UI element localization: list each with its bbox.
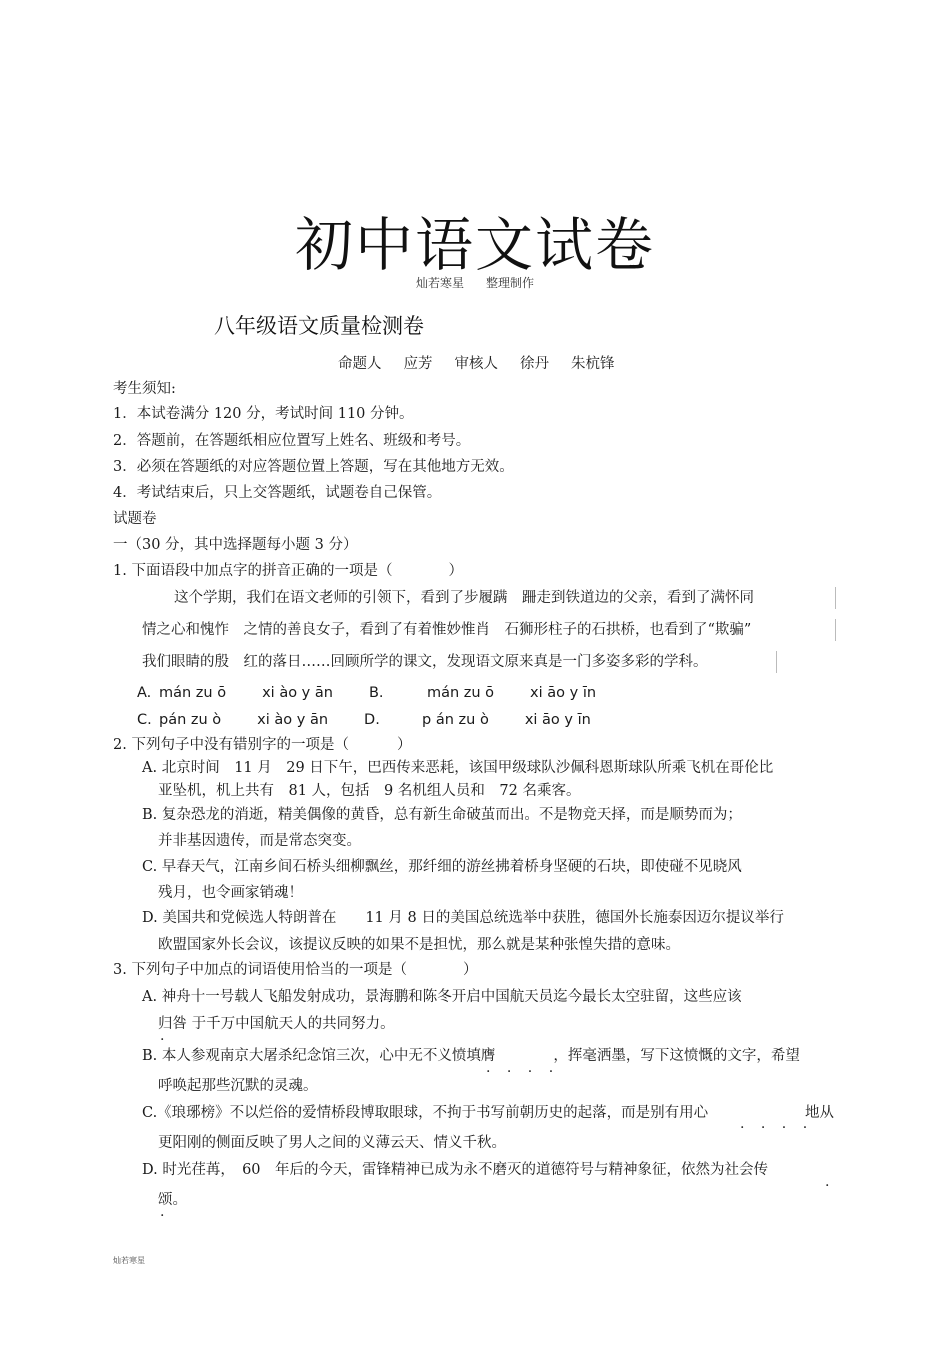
- q1-passage-line: 我们眼睛的殷 红的落日……回顾所学的课文，发现语文原来真是一门多姿多彩的学科。: [142, 654, 708, 670]
- option-pinyin: xi ào y ān: [262, 685, 333, 701]
- q3-option-line: 归咎 于千万中国航天人的共同努力。: [158, 1016, 395, 1032]
- exam-subtitle: 八年级语文质量检测卷: [214, 314, 424, 338]
- reviewer-name: 朱杭锋: [571, 356, 615, 372]
- reviewer-name: 徐丹: [520, 356, 549, 372]
- q3-option-line: 更阳刚的侧面反映了男人之间的义薄云天、情义千秋。: [158, 1135, 506, 1151]
- table-rule: [835, 619, 836, 641]
- option-pinyin: xi āo y īn: [524, 712, 591, 728]
- notice-item: 4．考试结束后，只上交答题纸，试题卷自己保管。: [113, 485, 442, 501]
- section-heading: 一（30 分，其中选择题每小题 3 分）: [113, 537, 358, 553]
- table-rule: [776, 651, 777, 673]
- bracket-close: ）: [448, 563, 463, 579]
- q2-option-line: D. 美国共和党候选人特朗普在 11 月 8 日的美国总统选举中获胜，德国外长施泰因迈尔提议举行: [142, 910, 784, 926]
- q1-passage-line: 情之心和愧怍 之情的善良女子，看到了有着惟妙惟肖 石狮形柱子的石拱桥，也看到了“欺骗”: [142, 622, 752, 638]
- q2-option-line: B. 复杂恐龙的消逝，精美偶像的黄昏，总有新生命破茧而出。不是物竞天择，而是顺势而为；: [142, 807, 742, 823]
- exam-makers: [338, 352, 615, 373]
- page-footer: 灿若寒星: [113, 1256, 145, 1265]
- notice-item: 3．必须在答题纸的对应答题位置上答题，写在其他地方无效。: [113, 459, 514, 475]
- q3-option-line-tail: 地从: [805, 1105, 834, 1121]
- credit-action: 整理制作: [486, 276, 535, 290]
- bracket-close: ）: [396, 737, 412, 753]
- option-label: C.: [137, 712, 152, 728]
- question-1-stem: [113, 561, 463, 581]
- notice-heading: 考生须知:: [113, 381, 176, 397]
- makers-label: 命题人: [338, 356, 382, 372]
- q3-option-line: 呼唤起那些沉默的灵魂。: [158, 1078, 318, 1094]
- emphasis-dots: .: [160, 1204, 171, 1220]
- reviewers-label: 审核人: [454, 356, 498, 372]
- question-stem-text: 2. 下列句子中没有错别字的一项是（: [113, 737, 349, 753]
- document-title: 初中语文试卷: [294, 211, 655, 279]
- option-pinyin: p án zu ò: [422, 712, 489, 728]
- option-label: B.: [368, 685, 384, 701]
- option-pinyin: mán zu ō: [426, 685, 495, 701]
- emphasis-dots: .: [160, 1028, 171, 1044]
- option-label: D.: [364, 712, 380, 728]
- q1-options-row: [137, 683, 596, 703]
- q2-option-line: 并非基因遗传，而是常态突变。: [158, 833, 361, 849]
- emphasis-dots: . . . .: [486, 1060, 560, 1076]
- option-pinyin: pán zu ò: [159, 712, 222, 728]
- notice-item: 2．答题前，在答题纸相应位置写上姓名、班级和考号。: [113, 433, 471, 449]
- credit-line: [0, 274, 950, 291]
- table-rule: [835, 587, 836, 609]
- q3-option-line: D. 时光荏苒， 60 年后的今天，雷锋精神已成为永不磨灭的道德符号与精神象征，依然为社会传: [142, 1162, 769, 1178]
- q1-passage-line: 这个学期，我们在语文老师的引领下，看到了步履蹒 跚走到铁道边的父亲，看到了满怀同: [174, 590, 754, 606]
- q2-option-line: 欧盟国家外长会议，该提议反映的如果不是担忧，那么就是某种张惶失措的意味。: [158, 937, 680, 953]
- emphasis-dots: . . . .: [740, 1116, 814, 1132]
- option-pinyin: xi āo y īn: [530, 685, 597, 701]
- q3-option-line: C.《琅琊榜》不以烂俗的爱情桥段博取眼球，不拘于书写前朝历史的起落，而是别有用心: [142, 1105, 709, 1121]
- q2-option-line: 亚坠机，机上共有 81 人，包括 9 名机组人员和 72 名乘客。: [158, 783, 581, 799]
- emphasis-dots: .: [825, 1174, 836, 1190]
- q3-option-line: 颂。: [158, 1192, 187, 1208]
- notice-item: 1．本试卷满分 120 分，考试时间 110 分钟。: [113, 406, 414, 422]
- option-pinyin: mán zu ō: [159, 685, 227, 701]
- q2-option-line: C. 早春天气，江南乡间石桥头细柳飘丝，那纤细的游丝拂着桥身坚硬的石块，即使碰不见晓风: [142, 859, 742, 875]
- q2-option-line: A. 北京时间 11 月 29 日下午，巴西传来恶耗，该国甲级球队沙佩科恩斯球队所乘飞机在哥伦比: [142, 760, 774, 776]
- q1-options-row: [137, 710, 591, 730]
- option-label: A.: [137, 685, 152, 701]
- question-stem-text: 1. 下面语段中加点字的拼音正确的一项是（: [113, 563, 393, 579]
- maker-name: 应芳: [403, 356, 433, 372]
- q3-option-line: B. 本人参观南京大屠杀纪念馆三次，心中无不义愤填膺 ，挥毫洒墨，写下这愤慨的文字，希望: [142, 1048, 800, 1064]
- bracket-close: ）: [462, 962, 478, 978]
- question-3-stem: [113, 960, 477, 980]
- q3-option-line: A. 神舟十一号载人飞船发射成功，景海鹏和陈冬开启中国航天员迄今最长太空驻留，这些应该: [142, 989, 742, 1005]
- paper-label: 试题卷: [113, 511, 157, 527]
- question-2-stem: [113, 735, 411, 755]
- option-pinyin: xi ào y ān: [257, 712, 329, 728]
- question-stem-text: 3. 下列句子中加点的词语使用恰当的一项是（: [113, 962, 407, 978]
- credit-name: 灿若寒星: [415, 276, 464, 290]
- q2-option-line: 残月，也令画家销魂！: [158, 885, 303, 901]
